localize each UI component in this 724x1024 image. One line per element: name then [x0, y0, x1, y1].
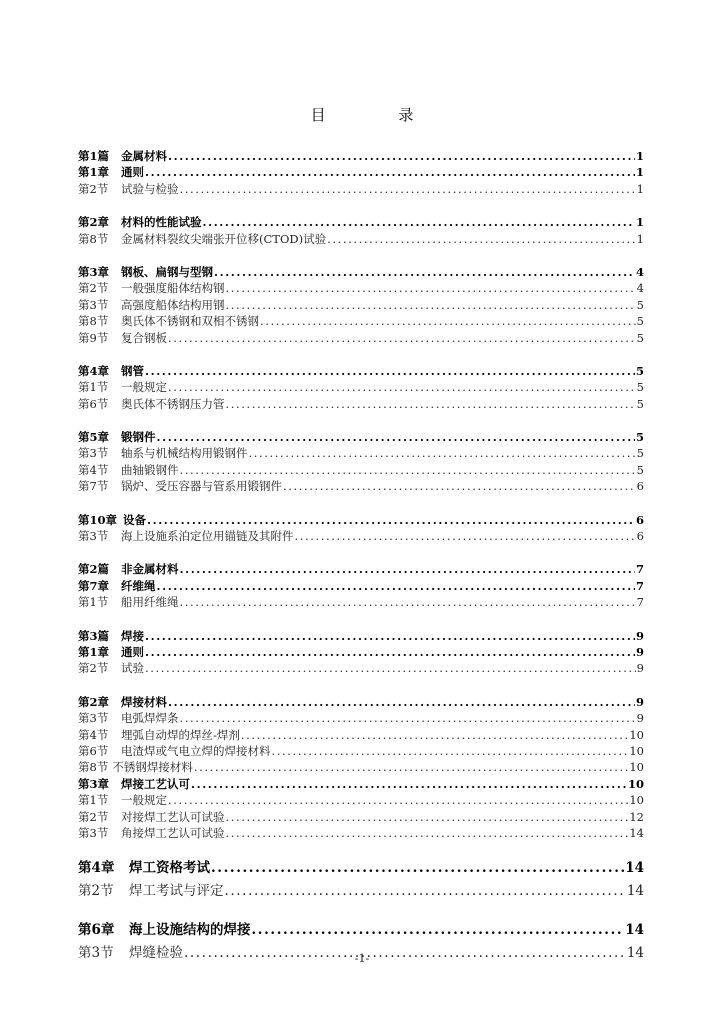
- toc-leader-dots: [211, 857, 624, 880]
- toc-entry-title: 金属材料: [121, 149, 167, 163]
- toc-entry-page: 14: [625, 922, 644, 939]
- toc-entry-title: 一般规定: [121, 380, 167, 395]
- toc-entry-page: 14: [625, 860, 644, 877]
- toc-entry-number: 第3节: [78, 297, 109, 312]
- toc-entry-title: 电渣焊或气电立焊的焊接材料: [121, 743, 271, 758]
- toc-entry-page: 14: [626, 945, 644, 962]
- toc-entry-title: 对接焊工艺认可试验: [121, 809, 225, 824]
- toc-leader-dots: [145, 164, 635, 180]
- toc-entry[interactable]: [78, 231, 644, 247]
- toc-leader-dots: [283, 478, 636, 494]
- toc-entry-page: 9: [636, 711, 644, 726]
- toc-entry-page: 10: [627, 776, 644, 791]
- toc-leader-dots: [168, 694, 635, 710]
- toc-leader-dots: [145, 363, 635, 379]
- section-spacer: [78, 841, 644, 857]
- toc-leader-dots: [191, 776, 627, 792]
- toc-leader-dots: [252, 919, 625, 942]
- toc-leader-dots: [180, 561, 635, 577]
- toc-entry-page: 5: [636, 446, 644, 461]
- toc-entry-title: 锻钢件: [121, 430, 156, 445]
- toc-entry-title: 试验与检验: [121, 181, 179, 196]
- toc-entry[interactable]: [78, 660, 644, 676]
- toc-entry-number: 第2节: [78, 809, 109, 824]
- toc-entry-title: 角接焊工艺认可试验: [121, 825, 225, 840]
- toc-leader-dots: [226, 297, 636, 313]
- toc-leader-dots: [157, 578, 635, 594]
- toc-leader-dots: [168, 330, 636, 346]
- toc-entry[interactable]: [78, 857, 644, 880]
- toc-leader-dots: [145, 660, 636, 676]
- toc-entry-page: 9: [636, 661, 644, 676]
- toc-leader-dots: [157, 429, 635, 445]
- toc-entry-number: 第1篇: [78, 149, 110, 163]
- toc-entry-page: 9: [635, 628, 644, 643]
- toc-entry-title: 焊接: [121, 628, 144, 643]
- toc-leader-dots: [249, 445, 636, 461]
- toc-entry-number: 第3节: [78, 711, 109, 726]
- toc-entry[interactable]: [78, 363, 644, 379]
- toc-entry[interactable]: [78, 919, 644, 942]
- toc-entry-page: 9: [635, 644, 644, 659]
- toc-entry-number: 第10章: [78, 512, 118, 527]
- toc-entry-number: 第9节: [78, 330, 109, 345]
- toc-entry-number: 第1章: [78, 644, 110, 659]
- toc-entry-page: 1: [635, 149, 644, 163]
- toc-entry[interactable]: [78, 776, 644, 792]
- toc-entry-number: 第8节: [78, 314, 109, 329]
- toc-leader-dots: [168, 148, 635, 164]
- toc-entry[interactable]: [78, 148, 644, 164]
- toc-entry-number: 第2章: [78, 215, 110, 230]
- toc-entry-title: 焊接材料: [121, 694, 167, 709]
- toc-leader-dots: [180, 462, 636, 478]
- toc-entry-page: 7: [635, 578, 644, 593]
- toc-entry-number: 第5章: [78, 430, 110, 445]
- toc-entry[interactable]: [78, 478, 644, 494]
- toc-entry-page: 6: [636, 479, 644, 494]
- toc-entry[interactable]: [78, 181, 644, 197]
- toc-entry-page: 10: [629, 793, 644, 808]
- toc-leader-dots: [180, 594, 636, 610]
- toc-entry-number: 第8节: [78, 231, 109, 246]
- toc-leader-dots: [145, 644, 635, 660]
- toc-entry[interactable]: [78, 694, 644, 710]
- toc-leader-dots: [180, 710, 636, 726]
- toc-leader-dots: [194, 759, 629, 775]
- toc-entry[interactable]: [78, 727, 644, 743]
- toc-leader-dots: [214, 264, 635, 280]
- toc-entry-number: 第6节: [78, 743, 109, 758]
- toc-entry-number: 第2章: [78, 694, 110, 709]
- toc-entry-title: 材料的性能试验: [121, 215, 202, 230]
- toc-entry-title: 奥氏体不锈钢和双相不锈钢: [121, 314, 259, 329]
- table-of-contents: [78, 148, 644, 965]
- toc-entry-title: 金属材料裂纹尖端张开位移(CTOD)试验: [121, 231, 327, 246]
- toc-leader-dots: [226, 809, 629, 825]
- toc-leader-dots: [147, 512, 635, 528]
- toc-entry-number: 第1章: [78, 165, 110, 180]
- toc-entry-number: 第8节: [78, 760, 109, 775]
- toc-entry-page: 12: [629, 809, 644, 824]
- toc-entry[interactable]: [78, 297, 644, 313]
- toc-entry-title: 高强度船体结构用钢: [121, 297, 225, 312]
- page-title: 目 录: [310, 106, 448, 124]
- toc-entry-page: 5: [636, 297, 644, 312]
- toc-entry-title: 复合钢板: [121, 330, 167, 345]
- toc-entry[interactable]: [78, 578, 644, 594]
- toc-entry-number: 第4节: [78, 727, 109, 742]
- section-spacer: [78, 495, 644, 512]
- toc-leader-dots: [225, 880, 626, 903]
- toc-entry-number: 第3篇: [78, 628, 110, 643]
- toc-entry-title: 纤维绳: [121, 578, 156, 593]
- toc-entry[interactable]: [78, 429, 644, 445]
- toc-entry[interactable]: [78, 330, 644, 346]
- toc-entry[interactable]: [78, 164, 644, 180]
- section-spacer: [78, 611, 644, 628]
- toc-entry[interactable]: [78, 445, 644, 461]
- toc-leader-dots: [241, 727, 628, 743]
- page-number: -1-: [354, 952, 370, 965]
- toc-leader-dots: [203, 214, 635, 230]
- toc-entry[interactable]: [78, 264, 644, 280]
- toc-entry-title: 锅炉、受压容器与管系用锻钢件: [121, 479, 282, 494]
- toc-entry-number: 第3节: [78, 945, 114, 962]
- toc-entry-number: 第2节: [78, 181, 109, 196]
- section-spacer: [78, 247, 644, 264]
- toc-leader-dots: [327, 231, 636, 247]
- toc-entry-title: 试验: [121, 661, 144, 676]
- section-spacer: [78, 903, 644, 919]
- toc-entry-number: 第3节: [78, 529, 109, 544]
- toc-entry-number: 第4节: [78, 462, 109, 477]
- toc-entry-page: 14: [626, 883, 644, 900]
- toc-entry-number: 第3章: [78, 776, 110, 791]
- toc-entry-page: 5: [635, 363, 644, 378]
- toc-leader-dots: [168, 379, 636, 395]
- toc-entry-title: 非金属材料: [121, 562, 179, 577]
- toc-entry-page: 5: [636, 380, 644, 395]
- toc-entry-title: 一般规定: [121, 793, 167, 808]
- toc-entry-title: 钢管: [121, 363, 144, 378]
- toc-entry-title: 焊工考试与评定: [129, 883, 224, 900]
- toc-entry-title: 海上设施系泊定位用锚链及其附件: [121, 529, 294, 544]
- toc-leader-dots: [145, 628, 635, 644]
- toc-entry[interactable]: [78, 792, 644, 808]
- section-spacer: [78, 677, 644, 694]
- toc-entry-page: 4: [636, 281, 644, 296]
- toc-entry-title: 通则: [121, 165, 144, 180]
- toc-entry-page: 1: [636, 181, 644, 196]
- toc-entry[interactable]: [78, 313, 644, 329]
- toc-entry-number: 第7章: [78, 578, 110, 593]
- toc-entry-page: 10: [629, 727, 644, 742]
- toc-entry-title: 奥氏体不锈钢压力管: [121, 396, 225, 411]
- toc-entry-title: 船用纤维绳: [121, 595, 179, 610]
- toc-entry[interactable]: [78, 743, 644, 759]
- section-spacer: [78, 412, 644, 429]
- toc-entry-page: 5: [636, 314, 644, 329]
- toc-entry-page: 5: [636, 462, 644, 477]
- toc-entry-number: 第4章: [78, 860, 115, 877]
- toc-leader-dots: [226, 396, 636, 412]
- toc-entry-number: 第2节: [78, 661, 109, 676]
- toc-entry-number: 第6节: [78, 396, 109, 411]
- toc-entry[interactable]: [78, 644, 644, 660]
- toc-entry[interactable]: [78, 512, 644, 528]
- toc-entry-page: 7: [636, 595, 644, 610]
- toc-entry[interactable]: [78, 809, 644, 825]
- section-spacer: [78, 544, 644, 561]
- toc-entry-page: 4: [635, 264, 644, 279]
- toc-entry-title: 曲轴锻钢件: [121, 462, 179, 477]
- toc-entry-number: 第2节: [78, 281, 109, 296]
- toc-entry-number: 第4章: [78, 363, 110, 378]
- toc-entry[interactable]: [78, 880, 644, 903]
- toc-entry-title: 一般强度船体结构钢: [121, 281, 225, 296]
- toc-entry-number: 第1节: [78, 380, 109, 395]
- toc-leader-dots: [168, 792, 628, 808]
- toc-entry-page: 1: [635, 215, 644, 230]
- toc-entry[interactable]: [78, 628, 644, 644]
- toc-entry[interactable]: [78, 396, 644, 412]
- toc-entry-title: 焊缝检验: [129, 945, 183, 962]
- toc-leader-dots: [295, 528, 636, 544]
- toc-entry-title: 通则: [121, 644, 144, 659]
- toc-entry[interactable]: [78, 379, 644, 395]
- toc-entry-title: 焊接工艺认可: [121, 776, 190, 791]
- toc-entry-title: 轴系与机械结构用锻钢件: [121, 446, 248, 461]
- toc-entry-number: 第2篇: [78, 562, 110, 577]
- toc-entry-page: 5: [635, 430, 644, 445]
- toc-entry-page: 9: [635, 694, 644, 709]
- toc-entry[interactable]: [78, 280, 644, 296]
- toc-entry-page: 5: [636, 330, 644, 345]
- toc-entry[interactable]: [78, 825, 644, 841]
- toc-entry-number: 第3节: [78, 825, 109, 840]
- toc-entry-number: 第1节: [78, 793, 109, 808]
- toc-entry-title: 钢板、扁钢与型钢: [121, 264, 213, 279]
- toc-leader-dots: [226, 280, 636, 296]
- toc-entry[interactable]: [78, 462, 644, 478]
- toc-entry-page: 10: [629, 743, 644, 758]
- toc-entry[interactable]: [78, 214, 644, 230]
- toc-entry-number: 第6章: [78, 922, 115, 939]
- toc-entry-page: 6: [635, 512, 644, 527]
- toc-entry-page: 1: [636, 231, 644, 246]
- toc-leader-dots: [260, 313, 636, 329]
- toc-entry-title: 焊工资格考试: [129, 860, 210, 877]
- toc-entry-title: 电弧焊焊条: [121, 711, 179, 726]
- toc-entry-number: 第3章: [78, 264, 110, 279]
- toc-entry-page: 14: [629, 825, 644, 840]
- section-spacer: [78, 346, 644, 363]
- toc-entry[interactable]: [78, 561, 644, 577]
- toc-entry-number: 第7节: [78, 479, 109, 494]
- toc-entry-title: 不锈钢焊接材料: [112, 760, 193, 775]
- toc-entry-title: 海上设施结构的焊接: [129, 922, 251, 939]
- toc-entry-title: 埋弧自动焊的焊丝-焊剂: [121, 727, 240, 742]
- toc-entry-number: 第1节: [78, 595, 109, 610]
- toc-entry[interactable]: [78, 528, 644, 544]
- toc-entry[interactable]: [78, 759, 644, 775]
- toc-entry[interactable]: [78, 594, 644, 610]
- toc-entry-title: 设备: [123, 512, 146, 527]
- toc-leader-dots: [226, 825, 629, 841]
- toc-entry-page: 5: [636, 396, 644, 411]
- toc-entry-page: 7: [635, 562, 644, 577]
- section-spacer: [78, 197, 644, 214]
- toc-entry-page: 6: [636, 529, 644, 544]
- toc-entry-page: 10: [629, 760, 644, 775]
- toc-entry-number: 第3节: [78, 446, 109, 461]
- toc-entry[interactable]: [78, 710, 644, 726]
- toc-leader-dots: [180, 181, 636, 197]
- toc-entry-number: 第2节: [78, 883, 114, 900]
- toc-leader-dots: [272, 743, 629, 759]
- toc-entry-page: 1: [635, 165, 644, 180]
